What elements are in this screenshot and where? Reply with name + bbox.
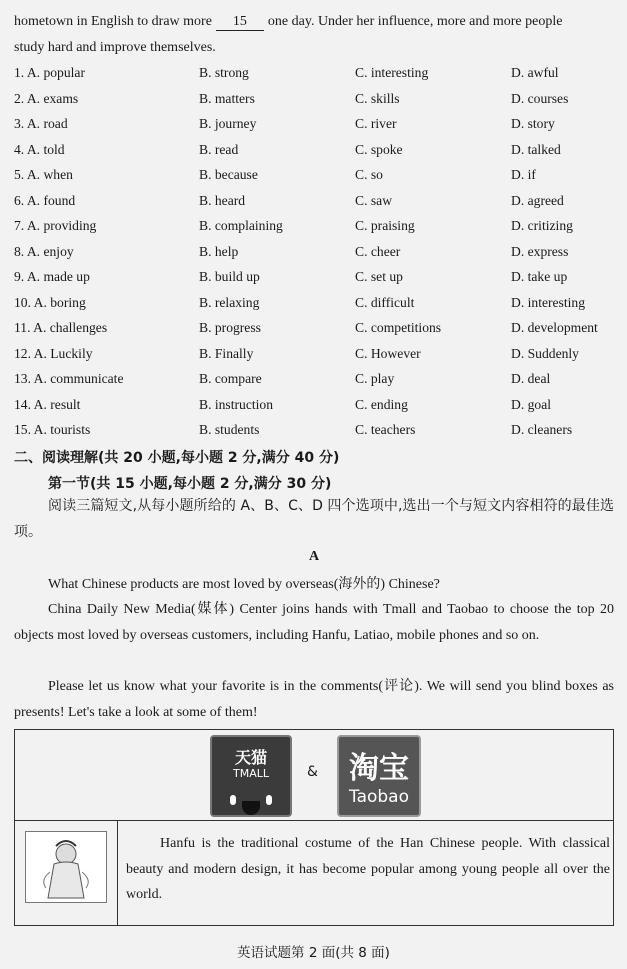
option-choice: C. set up — [355, 269, 403, 284]
option-choice: C. cheer — [355, 243, 401, 259]
option-row — [14, 193, 614, 215]
option-choice: C. difficult — [355, 294, 415, 310]
option-choice: 14. A. result — [14, 396, 81, 412]
option-row — [14, 320, 614, 342]
tmall-mouth-icon — [242, 801, 260, 815]
section-heading: 二、阅读理解(共 20 小题,每小题 2 分,满分 40 分) — [14, 450, 340, 466]
option-row — [14, 142, 614, 164]
option-choice: D. Suddenly — [511, 345, 579, 361]
option-choice: B. read — [199, 141, 239, 157]
option-choice: C. competitions — [355, 320, 442, 335]
passage-paragraph-3: Please let us know what your favorite is in the comments(评论). We will send you blind boxes as presents! Let's take a look at some of them! — [14, 679, 614, 720]
option-row — [14, 371, 614, 393]
option-choice: C. ending — [355, 396, 408, 412]
option-choice: D. deal — [511, 371, 551, 386]
option-choice: D. interesting — [511, 294, 585, 310]
option-choice: B. students — [199, 422, 260, 437]
option-choice: 3. A. road — [14, 116, 68, 131]
option-choice: 1. A. popular — [14, 65, 85, 80]
hanfu-text-cell — [118, 821, 614, 926]
logos-cell — [15, 730, 614, 821]
option-choice: D. talked — [511, 141, 561, 157]
option-choice: 6. A. found — [14, 192, 76, 208]
option-row — [14, 65, 614, 87]
option-choice: D. development — [511, 320, 598, 335]
option-choice: 13. A. communicate — [14, 371, 124, 386]
option-choice: C. play — [355, 371, 395, 386]
option-choice: 9. A. made up — [14, 269, 90, 284]
option-row — [14, 91, 614, 113]
option-choice: B. strong — [199, 65, 249, 80]
passage-title: A — [308, 549, 320, 564]
option-choice: 8. A. enjoy — [14, 243, 74, 259]
blank-15: 15 — [216, 14, 264, 31]
option-choice: D. courses — [511, 90, 569, 106]
page-footer: 英语试题第 2 面(共 8 面) — [237, 945, 390, 961]
passage-paragraph-1: What Chinese products are most loved by overseas(海外的) Chinese? — [48, 577, 440, 592]
option-choice: B. journey — [199, 116, 257, 131]
option-row — [14, 167, 614, 189]
option-row — [14, 295, 614, 317]
option-choice: C. river — [355, 116, 397, 131]
option-choice: D. agreed — [511, 192, 564, 208]
option-choice: C. so — [355, 167, 383, 182]
option-choice: C. skills — [355, 90, 400, 106]
option-row — [14, 116, 614, 138]
option-choice: C. interesting — [355, 65, 429, 80]
tmall-logo: 天猫 TMALL — [210, 735, 292, 817]
option-choice: C. teachers — [355, 422, 416, 437]
option-choice: 10. A. boring — [14, 294, 86, 310]
logos-row — [15, 730, 614, 821]
tmall-eye-icon — [266, 795, 272, 805]
option-choice: C. However — [355, 345, 421, 361]
option-choice: 4. A. told — [14, 141, 65, 157]
option-row — [14, 269, 614, 291]
option-row — [14, 244, 614, 266]
option-choice: B. build up — [199, 269, 260, 284]
option-choice: B. heard — [199, 192, 246, 208]
passage-continuation-line1: hometown in English to draw more 15 one day. Under her influence, more and more people — [14, 14, 563, 29]
option-choice: D. story — [511, 116, 555, 131]
option-choice: B. compare — [199, 371, 262, 386]
products-table — [14, 729, 614, 926]
option-choice: B. help — [199, 243, 239, 259]
option-choice: D. if — [511, 167, 536, 182]
option-row — [14, 346, 614, 368]
reading-instructions: 阅读三篇短文,从每小题所给的 A、B、C、D 四个选项中,选出一个与短文内容相符的最佳选项。 — [14, 498, 614, 540]
option-choice: D. cleaners — [511, 422, 573, 437]
hanfu-image-cell — [15, 821, 118, 926]
option-choice: D. express — [511, 243, 569, 259]
option-choice: 15. A. tourists — [14, 422, 91, 437]
option-choice: 7. A. providing — [14, 218, 97, 233]
option-choice: D. take up — [511, 269, 568, 284]
option-choice: B. complaining — [199, 218, 283, 233]
option-choice: 12. A. Luckily — [14, 345, 93, 361]
taobao-logo: 淘宝 Taobao — [337, 735, 421, 817]
option-row — [14, 422, 614, 444]
option-choice: B. matters — [199, 90, 255, 106]
option-choice: B. because — [199, 167, 258, 182]
option-row — [14, 218, 614, 240]
option-row — [14, 397, 614, 419]
option-choice: B. relaxing — [199, 294, 260, 310]
option-choice: B. instruction — [199, 396, 274, 412]
passage-continuation-line2: study hard and improve themselves. — [14, 40, 216, 55]
option-choice: C. spoke — [355, 141, 403, 157]
option-choice: D. critizing — [511, 218, 573, 233]
option-choice: 2. A. exams — [14, 90, 79, 106]
option-choice: 5. A. when — [14, 167, 73, 182]
option-choice: D. awful — [511, 65, 559, 80]
option-choice: C. praising — [355, 218, 415, 233]
hanfu-description: Hanfu is the traditional costume of the Han Chinese people. With classical beauty and modern design, it has become popular among young people all over the world. — [126, 836, 610, 902]
option-choice: B. progress — [199, 320, 261, 335]
option-choice: 11. A. challenges — [14, 320, 108, 335]
option-choice: D. goal — [511, 396, 552, 412]
ampersand: & — [307, 764, 318, 780]
subsection-heading: 第一节(共 15 小题,每小题 2 分,满分 30 分) — [48, 476, 332, 492]
passage-paragraph-2: China Daily New Media(媒体) Center joins hands with Tmall and Taobao to choose the top 20 objects most loved by overseas customers, including Hanfu, Latiao, mobile phones and so on. — [14, 602, 614, 643]
hanfu-illustration — [25, 831, 107, 903]
option-choice: B. Finally — [199, 345, 254, 361]
tmall-eye-icon — [230, 795, 236, 805]
hanfu-row — [15, 821, 614, 926]
option-choice: C. saw — [355, 192, 393, 208]
